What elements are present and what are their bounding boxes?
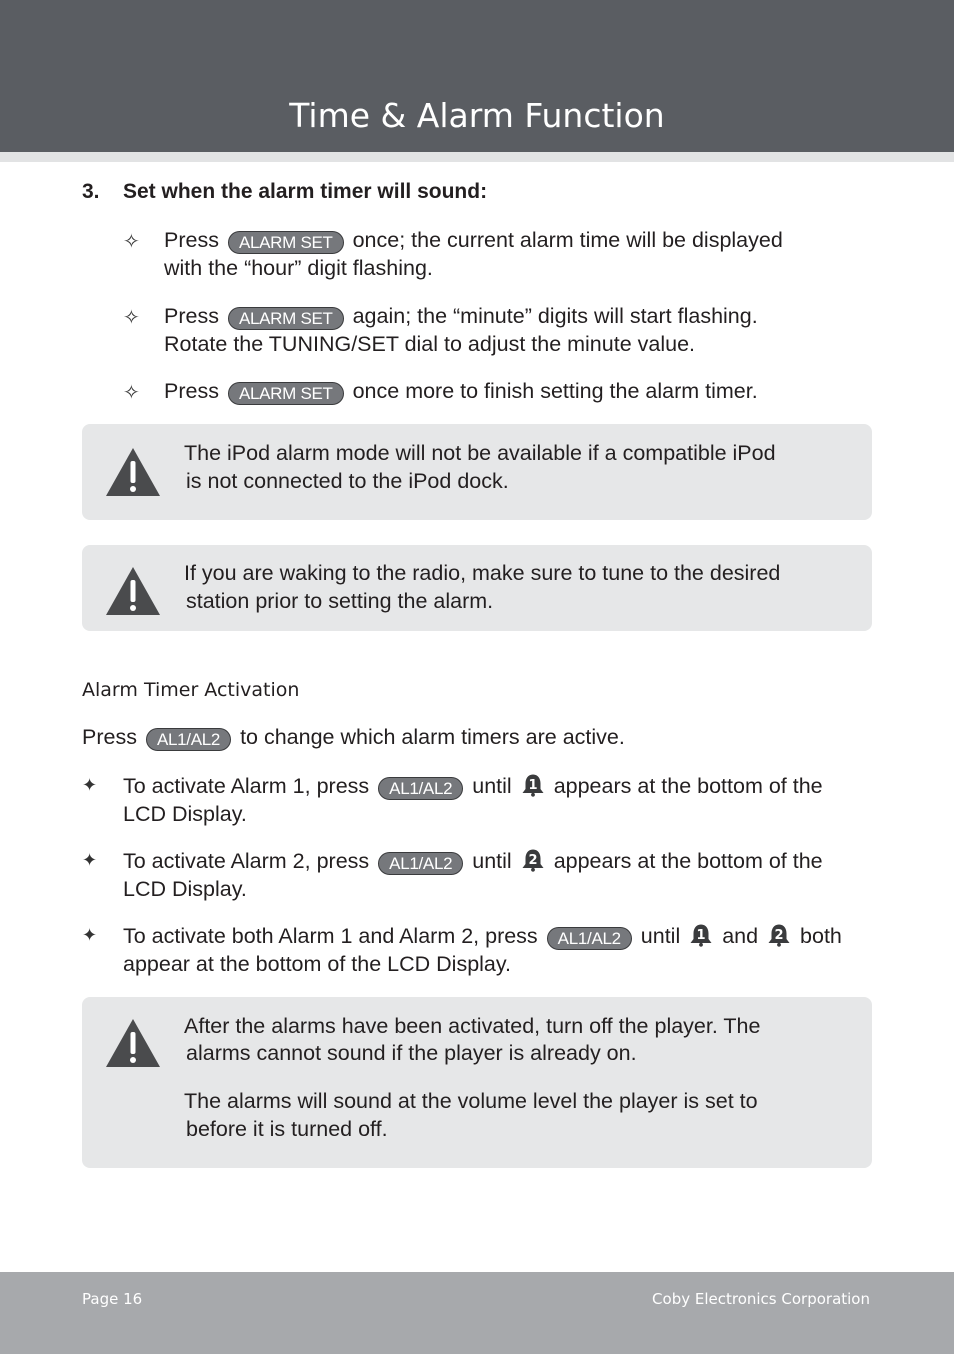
open-star-bullet-icon: ✧ xyxy=(123,382,140,404)
activation-item-2-cont: LCD Display. xyxy=(123,877,247,901)
alarm-bell-icon xyxy=(689,923,713,947)
warning-triangle-icon xyxy=(104,565,162,617)
alarm-set-button: ALARM SET xyxy=(228,382,344,405)
open-star-bullet-icon: ✧ xyxy=(123,307,140,329)
al1-al2-button: AL1/AL2 xyxy=(378,777,463,800)
al1-al2-button: AL1/AL2 xyxy=(146,728,231,751)
item-text: To activate Alarm 1, press xyxy=(123,774,370,798)
note-text: The iPod alarm mode will not be available if a compatible iPod xyxy=(184,441,776,465)
note-text: before it is turned off. xyxy=(186,1117,388,1141)
press-label: Press xyxy=(164,379,219,403)
page-title: Time & Alarm Function xyxy=(289,96,665,135)
alarm-bell-icon xyxy=(521,848,545,872)
step-item-1-cont: with the “hour” digit flashing. xyxy=(164,256,433,280)
warning-triangle-icon xyxy=(104,446,162,498)
activation-item-3 xyxy=(123,922,842,950)
al1-al2-button: AL1/AL2 xyxy=(547,927,632,950)
header-divider xyxy=(0,152,954,162)
activation-item-3-cont: appear at the bottom of the LCD Display. xyxy=(123,952,512,976)
note-text: station prior to setting the alarm. xyxy=(186,589,494,613)
warning-triangle-icon xyxy=(104,1017,162,1069)
step-item-text: again; the “minute” digits will start flashing. xyxy=(352,304,758,328)
item-text: appears at the bottom of the xyxy=(553,849,823,873)
al1-al2-button: AL1/AL2 xyxy=(378,852,463,875)
page-footer xyxy=(0,1272,954,1354)
step-number: 3. xyxy=(82,180,100,203)
four-point-star-bullet-icon: ✦ xyxy=(82,925,98,945)
bell-digit: 2 xyxy=(774,928,784,943)
note-text: The alarms will sound at the volume level the player is set to xyxy=(184,1089,758,1113)
step-item-3 xyxy=(164,377,758,405)
step-item-2 xyxy=(164,302,758,330)
note-box-radio xyxy=(82,545,872,631)
item-text: both xyxy=(800,924,842,948)
item-text: To activate both Alarm 1 and Alarm 2, press xyxy=(123,924,538,948)
activation-intro xyxy=(82,723,625,751)
item-text: and xyxy=(722,924,759,948)
bell-digit: 1 xyxy=(696,928,706,943)
note-text: After the alarms have been activated, turn off the player. The xyxy=(184,1014,761,1038)
activation-item-1-cont: LCD Display. xyxy=(123,802,247,826)
item-text: appears at the bottom of the xyxy=(553,774,823,798)
intro-text: to change which alarm timers are active. xyxy=(240,725,625,749)
press-label: Press xyxy=(164,228,219,252)
four-point-star-bullet-icon: ✦ xyxy=(82,850,98,870)
note-text: alarms cannot sound if the player is already on. xyxy=(186,1041,637,1065)
open-star-bullet-icon: ✧ xyxy=(123,231,140,253)
alarm-set-button: ALARM SET xyxy=(228,231,344,254)
step-item-text: once; the current alarm time will be displayed xyxy=(352,228,783,252)
item-text: until xyxy=(640,924,681,948)
page-number: Page 16 xyxy=(82,1290,143,1308)
press-label: Press xyxy=(82,725,137,749)
bell-digit: 2 xyxy=(528,853,538,868)
note-box-ipod xyxy=(82,424,872,520)
press-label: Press xyxy=(164,304,219,328)
item-text: until xyxy=(472,849,512,873)
step-title: Set when the alarm timer will sound: xyxy=(123,180,488,203)
activation-item-2 xyxy=(123,847,823,875)
item-text: To activate Alarm 2, press xyxy=(123,849,370,873)
section-heading: Alarm Timer Activation xyxy=(82,679,300,701)
note-box-player-off xyxy=(82,997,872,1168)
alarm-bell-icon xyxy=(767,923,791,947)
note-text: is not connected to the iPod dock. xyxy=(186,469,509,493)
note-text: If you are waking to the radio, make sure to tune to the desired xyxy=(184,561,781,585)
alarm-set-button: ALARM SET xyxy=(228,307,344,330)
bell-digit: 1 xyxy=(528,778,538,793)
company-name: Coby Electronics Corporation xyxy=(652,1290,870,1308)
alarm-bell-icon xyxy=(521,773,545,797)
activation-item-1 xyxy=(123,772,823,800)
step-item-2-cont: Rotate the TUNING/SET dial to adjust the minute value. xyxy=(164,332,696,356)
step-item-1 xyxy=(164,226,783,254)
step-item-text: once more to finish setting the alarm timer. xyxy=(352,379,758,403)
item-text: until xyxy=(472,774,512,798)
four-point-star-bullet-icon: ✦ xyxy=(82,775,98,795)
